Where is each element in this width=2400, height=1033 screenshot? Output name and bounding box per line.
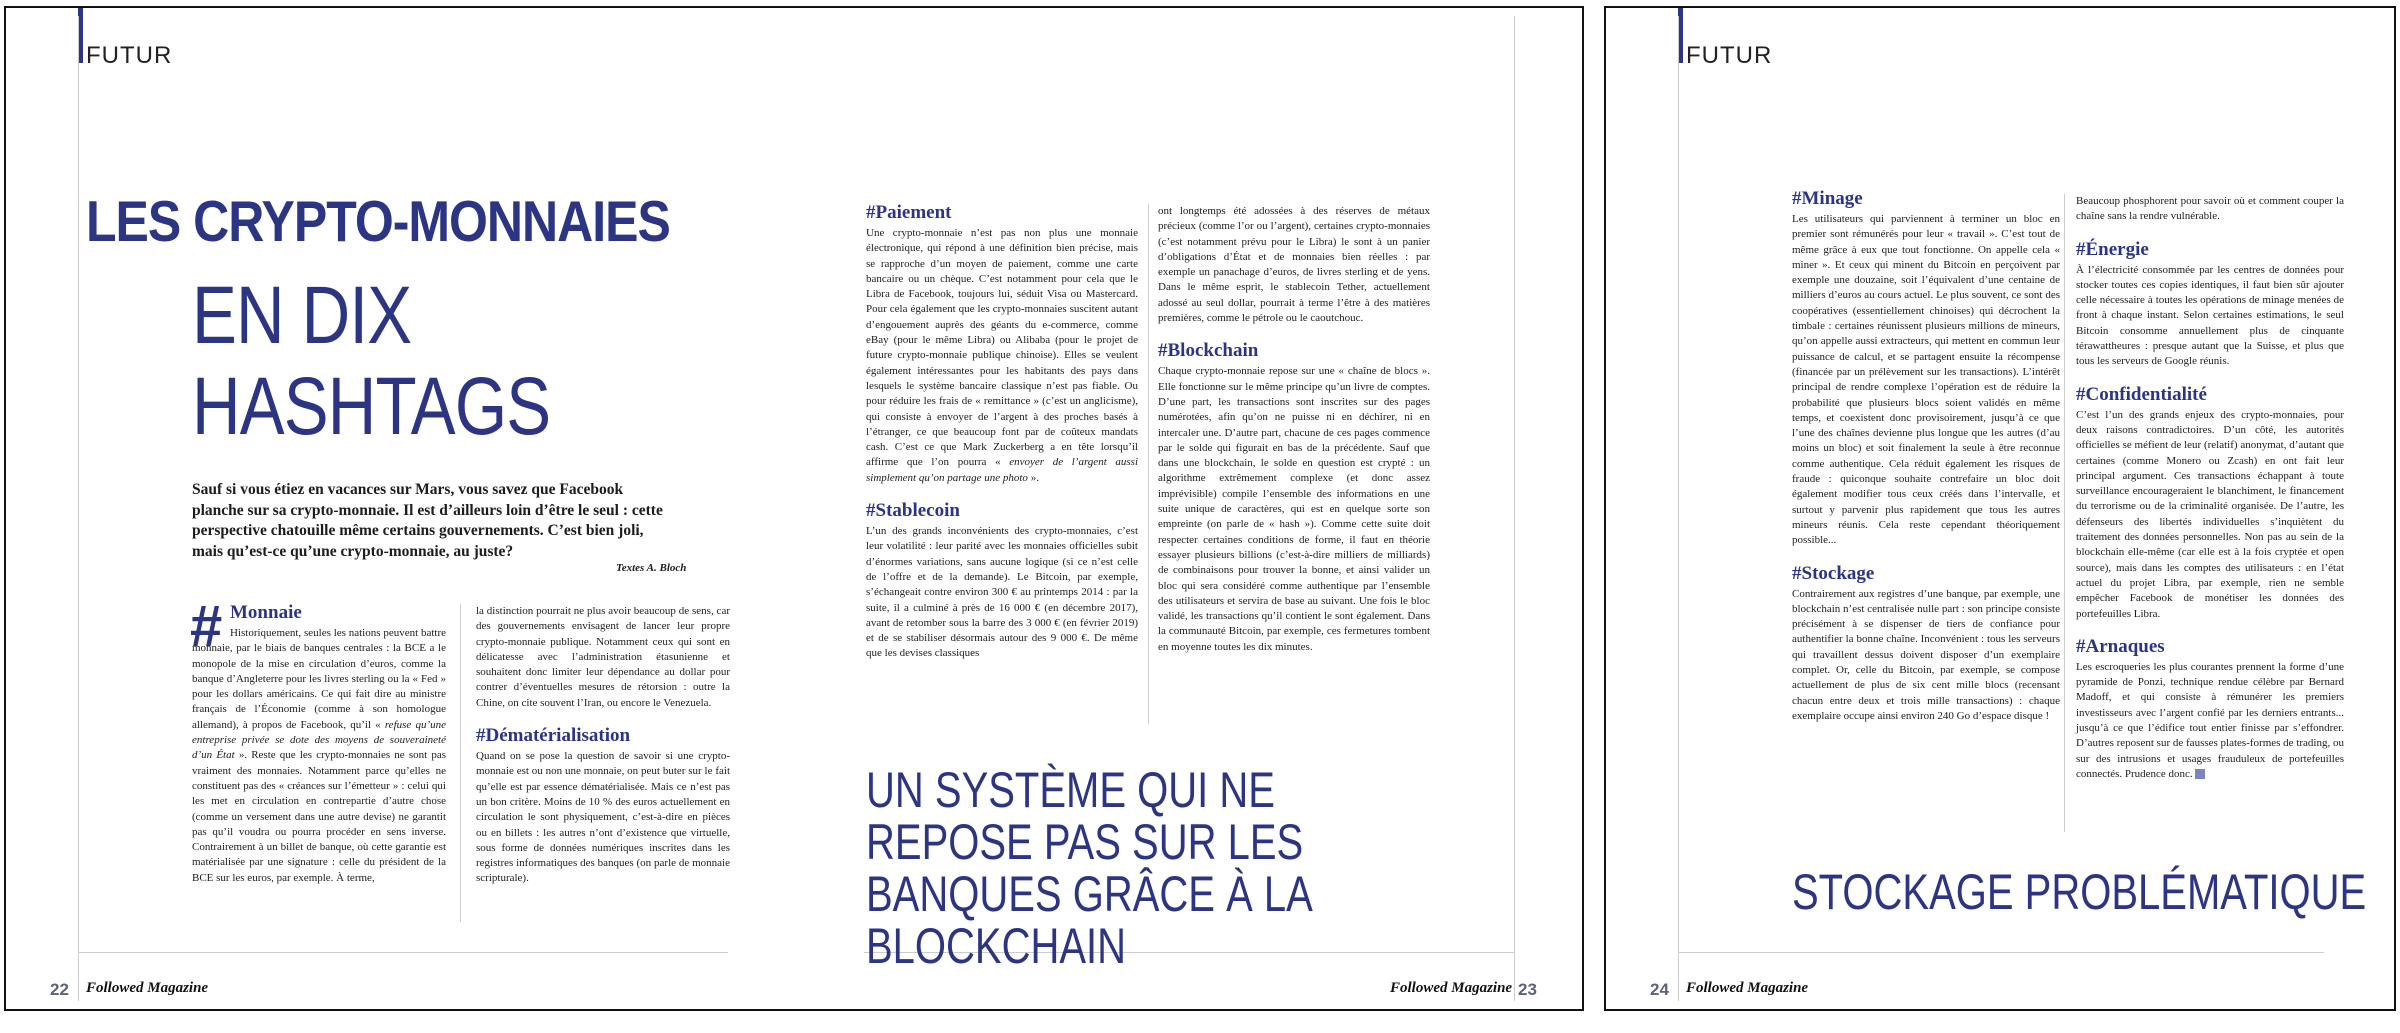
magazine-name-page24: Followed Magazine: [1686, 980, 1809, 996]
page-number-23: 23: [1518, 980, 1537, 999]
byline: Textes A. Bloch: [616, 562, 687, 574]
margin-rule-left: [78, 16, 79, 1001]
paragraph-intro-right: Beaucoup phosphorent pour savoir où et comment couper la chaîne sans la rendre vulnérable.: [2076, 195, 2344, 223]
paragraph-stablecoin-cont: ont longtemps été adossées à des réserves de métaux précieux (comme l’or ou l’argent), certaines crypto-monnaies (c’est notamment prévu pour le Libra) le sont à un panier d’obligations d’État et de monnaies bien réelles : par exemple un panachage d’euros, de livres sterling et de yens. Dans le même esprit, le stablecoin Tether, actuellement adossé au seul dollar, pourrait à terme l’être à des matières premières, comme le pétrole ou le caoutchouc.: [1158, 205, 1430, 325]
title-line-2: EN DIX: [192, 270, 412, 361]
paragraph-blockchain: Chaque crypto-monnaie repose sur une « chaîne de blocs ». Elle fonctionne sur le même principe qu’un livre de comptes. D’une part, les transactions sont inscrites sur des pages numérotées, afin qu’on ne puisse ni en déchirer, ni en intercaler une. D’autre part, chacune de ces pages commence par le solde qui figurait en bas de la précédente. Sauf que dans une blockchain, le solde en question est crypté : un algorithme extrêmement complexe (et donc assez imprévisible) compile l’ensemble des informations en une suite unique de caractères, qui est en quelque sorte son empreinte (on parle de « hash »). Comme cette suite doit respecter certaines conditions de forme, il faut en théorie essayer plusieurs billions (c’est-à-dire milliers de milliards) de combinaisons pour trouver la bonne, et ainsi valider un bloc qui sera considéré comme authentique par l’ensemble des utilisateurs et servira de base au suivant. Une fois le bloc validé, les transactions qu’il contient le sont également. Dans la communauté Bitcoin, par exemple, ces fermetures tombent en moyenne toutes les dix minutes.: [1158, 365, 1430, 653]
spread-pages-22-23: [4, 6, 1584, 1011]
paragraph-stablecoin: L’un des grands inconvénients des crypto-monnaies, c’est leur volatilité : leur parité avec les monnaies officielles subit d’énormes variations, sans aucune logique (si ce n’est celle de l’offre et de la demande). Le Bitcoin, par exemple, s’échangeait contre environ 300 € au printemps 2014 : par la suite, il a culminé à près de 16 000 € (en décembre 2017), avant de retomber sous la barre des 3 000 € (en février 2019) et de se stabiliser désormais autour des 9 000 €. De même que les devises classiques: [866, 525, 1138, 660]
paragraph-monnaie-cont: la distinction pourrait ne plus avoir beaucoup de sens, car des gouvernements envisagent de lancer leur propre crypto-monnaie publique. Notamment ceux qui sont en délicatesse avec l’administration étasunienne et souhaitent donc limiter leur dépendance au dollar pour contrer d’éventuelles mesures de rétorsion : outre la Chine, on cite souvent l’Iran, ou encore le Venezuela.: [476, 605, 730, 709]
paragraph-arnaques: Les escroqueries les plus courantes prennent la forme d’une pyramide de Ponzi, technique rendue célèbre par Bernard Madoff, et qui consiste à rémunérer les premiers investisseurs avec l’argent confié par les derniers entrants... jusqu’à ce que l’édifice tout entier finisse par s’effondrer. D’autres reposent sur de fausses plates-formes de trading, ou sur des intrusions et usages frauduleux de portefeuilles connectés. Prudence donc.: [2076, 660, 2344, 780]
footer-rule-left: [78, 952, 728, 953]
paragraph-paiement: Une crypto-monnaie n’est pas non plus une monnaie électronique, qui répond à une définition bien précise, mais se rapproche d’un moyen de paiement, comme une carte bancaire ou un chèque. C’est notamment pour cela que le Libra de Facebook, toujours lui, séduit Visa ou Mastercard. Pour cela également que les crypto-monnaies suscitent autant d’engouement auprès des géants du e-commerce, comme eBay (pour le même Libra) ou Alibaba (pour le projet de future crypto-monnaie publique chinoise). Elles se veulent également intéressantes pour les habitants des pays dans lesquels le système bancaire classique n’est pas fiable. Ou pour réduire les frais de « remittance » (c’est un anglicisme), qui consiste à envoyer de l’argent à des proches basés à l’étranger, ce que beaucoup font par de coûteux mandats cash. C’est ce que Mark Zuckerberg a en tête lorsqu’il affirme que l’on pourra « envoyer de l’argent aussi simplement qu’on partage une photo ».: [866, 227, 1139, 484]
column-2: [476, 604, 730, 887]
paragraph-dematerialisation: Quand on se pose la question de savoir si une crypto-monnaie est ou non une monnaie, on peut buter sur le fait qu’elle est par essence dématérialisée. Mais ce n’est pas un bon critère. Moins de 10 % des euros actuellement en circulation le sont physiquement, c’est-à-dire en pièces ou en billets : les autres n’ont d’existence que virtuelle, sous forme de données numériques inscrites dans les registres informatiques des banques (on parle de monnaie scripturale).: [476, 750, 730, 885]
column-3: [866, 202, 1138, 662]
quote-paiement: envoyer de l’argent aussi simplement qu’on partage une photo: [866, 456, 1139, 484]
heading-confidentialite: #Confidentialité: [2076, 383, 2207, 405]
paragraph-stockage: Contrairement aux registres d’une banque, par exemple, une blockchain n’est centralisée nulle part : son principe consiste précisément à se dispenser de tiers de confiance pour authentifier la bonne chaîne. Inconvénient : tous les serveurs qui travaillent dessus doivent disposer d’un exemplaire complet. Or, celle du Bitcoin, par exemple, se compose actuellement de plus de six cent mille blocs (recensant chacun entre deux et trois mille transactions) : chaque exemplaire occupe ainsi environ 240 Go d’espace disque !: [1792, 587, 2060, 722]
column-5: [1792, 188, 2060, 724]
paragraph-minage: Les utilisateurs qui parviennent à terminer un bloc en premier sont rémunérés pour leur « travail ». C’est tout de même grâce à eux que tout fonctionne. On appelle cela « miner ». Et ceux qui minent du Bitcoin en perçoivent par exemple une douzaine, soit l’équivalent d’une centaine de milliers d’euros au cours actuel. Le plus souvent, ce sont des coopératives (essentiellement chinoises) qui décrochent la timbale : certaines réunissent plusieurs millions de mineurs, qu’on appelle aussi extracteurs, qui mettent en commun leur puissance de calcul, et se partagent ensuite la récompense (financée par un prélèvement sur les transactions). L’intérêt principal de rendre complexe l’opération est de réduire la probabilité que plusieurs blocs soient validés en même temps, et coexistent donc provisoirement, jusqu’à ce que l’une des chaînes devienne plus longue que les autres (d’au moins un bloc) et soit finalement la seule à être reconnue comme authentique. Cela réduit également les risques de fraude : quiconque souhaite contrefaire un bloc doit également modifier tous ceux créés dans l’intervalle, et surtout y parvenir plus rapidement que tous les autres mineurs réunis. Cela reste cependant théoriquement possible...: [1792, 213, 2060, 547]
hash-dropcap: #: [190, 594, 223, 659]
title-line-1: LES CRYPTO-MONNAIES: [86, 189, 670, 254]
quote-monnaie: refuse qu’une entreprise privée se dote des moyens de souveraineté d’un État: [192, 718, 446, 762]
page-24: [1604, 6, 2396, 1011]
magazine-name-left: Followed Magazine: [86, 980, 209, 996]
margin-rule-right: [1514, 16, 1515, 1001]
heading-paiement: #Paiement: [866, 202, 952, 223]
pullquote-blockchain: UN SYSTÈME QUI NE REPOSE PAS SUR LES BANQUES GRÂCE À LA BLOCKCHAIN: [866, 762, 1311, 974]
brand-futur-left: FUTUR: [86, 42, 173, 69]
heading-minage: #Minage: [1792, 188, 1863, 209]
column-divider-2: [1148, 204, 1149, 724]
page-number-24: 24: [1650, 980, 1669, 999]
paragraph-monnaie: Historiquement, seules les nations peuvent battre monnaie, par le biais de banques centrales : la BCE a le monopole de la mise en circulation d’euros, comme la banque d’Angleterre pour les livres sterling ou la « Fed » pour les dollars américains. Ce qui fait dire au ministre français de l’Économie (comme à son homologue allemand), à propos de Facebook, qu’il « refuse qu’une entreprise privée se dote des moyens de souveraineté d’un État ». Reste que les crypto-monnaies ne sont pas vraiment des monnaies. Notamment parce qu’elles ne constituent pas des « créances sur l’émetteur » : celui qui les met en circulation en contrepartie d’autre chose (comme un versement dans une autre devise) ne garantit pas qu’il voudra ou pourra procéder en sens inverse. Contrairement à un billet de banque, où cette garantie est matérialisée par une signature : celle du président de la BCE sur les euros, par exemple. À terme,: [192, 627, 446, 884]
heading-energie: #Énergie: [2076, 238, 2149, 260]
heading-arnaques: #Arnaques: [2076, 635, 2165, 657]
footer-rule-page24: [1678, 952, 2324, 953]
brand-futur-right: FUTUR: [1686, 42, 1773, 69]
column-4: [1158, 204, 1430, 655]
paragraph-confidentialite: C’est l’un des grands enjeux des crypto-monnaies, pour deux raisons contradictoires. D’un côté, les autorités officielles se méfient de leur (relatif) anonymat, d’autant que certaines (comme Monero ou Zcash) en ont fait leur principal argument. Ces transactions échappant à toute surveillance encourageraient le blanchiment, le financement du terrorisme ou de la criminalité organisée. De l’autre, les défenseurs des libertés individuelles s’inquiètent du traitement des données personnelles. Non pas au sein de la blockchain elle-même (car elle est à la fois cryptée et open source), mais dans les comptes des utilisateurs : en l’état actuel du projet Libra, par exemple, rien ne semble empêcher Facebook de monétiser les données des portefeuilles Libra.: [2076, 408, 2344, 620]
end-of-article-icon: [2195, 769, 2205, 779]
column-1: [192, 602, 446, 886]
margin-rule-page24: [1678, 16, 1679, 1001]
heading-stablecoin: #Stablecoin: [866, 500, 960, 522]
heading-blockchain: #Blockchain: [1158, 340, 1259, 362]
column-divider-3: [2064, 194, 2065, 832]
pullquote-stockage: STOCKAGE PROBLÉMATIQUE: [1792, 864, 2367, 920]
page-number-22: 22: [50, 980, 69, 999]
column-divider-1: [460, 604, 461, 922]
paragraph-energie: À l’électricité consommée par les centres de données pour stocker toutes ces copies identiques, il faut bien sûr ajouter celle nécessaire à toutes les opérations de minage menées de front à chaque instant. Selon certaines estimations, le seul Bitcoin consomme annuellement plus de cinquante térawattheures : presque autant que la Suisse, et plus que tous les serveurs de Google réunis.: [2076, 263, 2344, 368]
lede: Sauf si vous étiez en vacances sur Mars, vous savez que Facebook planche sur sa crypto-monnaie. Il est d’ailleurs loin d’être le seul : cette perspective chatouille même certains gouvernements. C’est bien joli, mais qu’est-ce qu’une crypto-monnaie, au juste?: [192, 481, 663, 560]
heading-dematerialisation: #Dématérialisation: [476, 725, 631, 747]
heading-stockage: #Stockage: [1792, 562, 1875, 584]
heading-monnaie: Monnaie: [230, 602, 302, 623]
column-6: [2076, 194, 2344, 782]
magazine-name-right: Followed Magazine: [1390, 980, 1513, 996]
title-line-3: HASHTAGS: [192, 361, 551, 452]
